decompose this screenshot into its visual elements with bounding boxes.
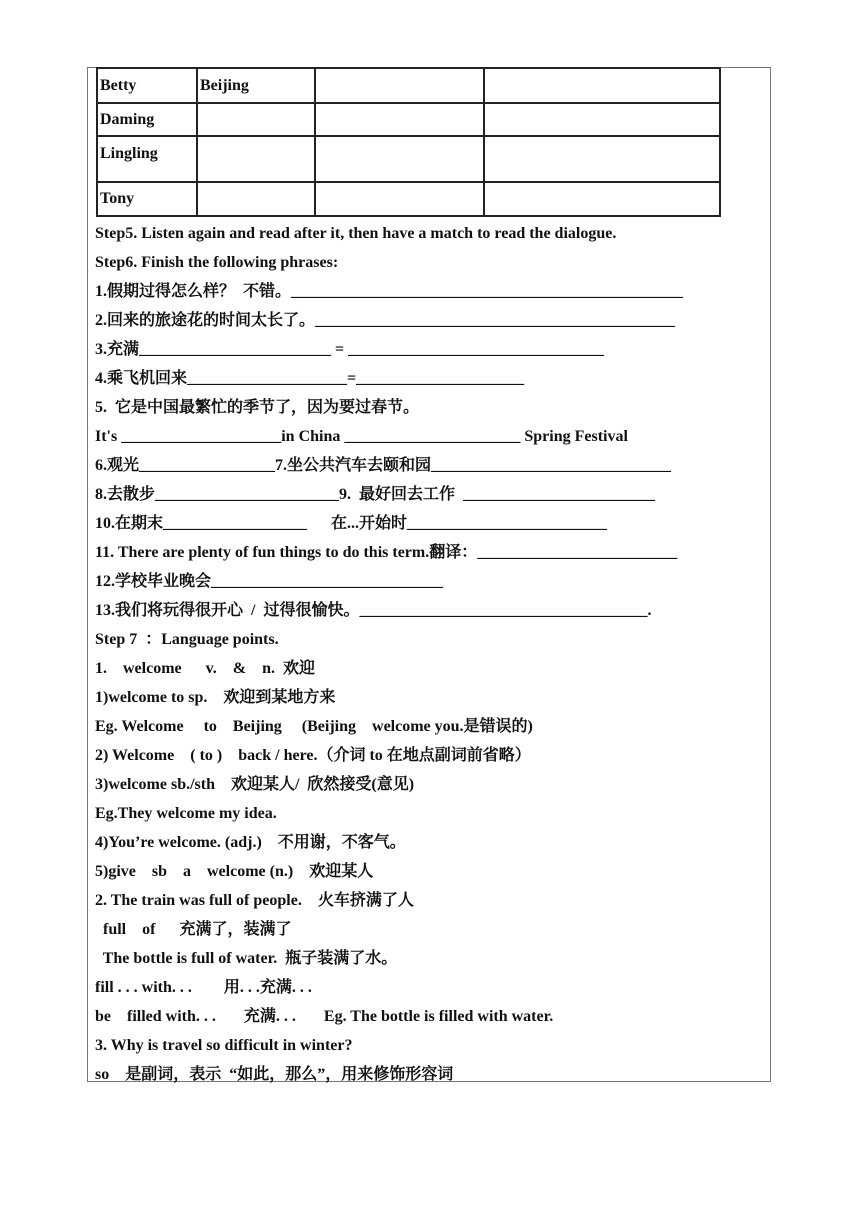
step6-heading: Step6. Finish the following phrases: — [95, 254, 339, 271]
table-row — [97, 182, 720, 216]
language-point: 2. The train was full of people. 火车挤满了人 — [95, 892, 414, 909]
phrase-item: 8.去散步_______________________9. 最好回去工作 ________________________ — [95, 486, 656, 503]
language-point: 5)give sb a welcome (n.) 欢迎某人 — [95, 863, 374, 880]
table-cell — [484, 68, 720, 103]
language-point: 4)You’re welcome. (adj.) 不用谢，不客气。 — [95, 834, 406, 851]
table-cell-name: Daming — [97, 103, 197, 136]
language-point: Eg.They welcome my idea. — [95, 805, 277, 822]
table-cell — [484, 103, 720, 136]
phrase-item: 13.我们将玩得很开心 / 过得很愉快。____________________________________. — [95, 602, 652, 619]
language-point: 3. Why is travel so difficult in winter? — [95, 1037, 353, 1054]
student-info-table — [96, 67, 721, 217]
table-cell — [484, 136, 720, 182]
table-cell — [197, 182, 315, 216]
table-cell — [484, 182, 720, 216]
language-point: full of 充满了，装满了 — [95, 921, 292, 938]
step7-heading: Step 7 ：Language points. — [95, 631, 279, 648]
phrase-item: 10.在期末__________________ 在...开始时_________________________ — [95, 515, 608, 532]
table-row — [97, 136, 720, 182]
phrase-item: 4.乘飞机回来____________________=_____________________ — [95, 370, 525, 387]
table-cell-name: Betty — [97, 68, 197, 103]
table-cell — [315, 182, 484, 216]
table-cell — [315, 103, 484, 136]
table-cell — [197, 103, 315, 136]
language-point: 1)welcome to sp. 欢迎到某地方来 — [95, 689, 336, 706]
step5-instruction: Step5. Listen again and read after it, then have a match to read the dialogue. — [95, 225, 617, 242]
language-point: Eg. Welcome to Beijing (Beijing welcome you.是错误的) — [95, 718, 533, 735]
phrase-item: 3.充满________________________ = ________________________________ — [95, 341, 605, 358]
phrase-item: 2.回来的旅途花的时间太长了。_____________________________________________ — [95, 312, 676, 329]
language-point: 3)welcome sb./sth 欢迎某人/ 欣然接受(意见) — [95, 776, 415, 793]
worksheet-content — [95, 219, 765, 1089]
table-cell-name: Tony — [97, 182, 197, 216]
phrase-item: 5. 它是中国最繁忙的季节了，因为要过春节。 — [95, 399, 420, 416]
phrase-item: It's ____________________in China ______________________ Spring Festival — [95, 428, 628, 445]
table-cell — [315, 136, 484, 182]
table-cell — [197, 136, 315, 182]
table-row — [97, 68, 720, 103]
table-cell-name: Lingling — [97, 136, 197, 182]
language-point: 1. welcome v. & n. 欢迎 — [95, 660, 315, 677]
table-cell — [315, 68, 484, 103]
language-point: be filled with. . . 充满. . . Eg. The bottle is filled with water. — [95, 1008, 554, 1025]
table-row — [97, 103, 720, 136]
table-cell: Beijing — [197, 68, 315, 103]
language-point: so 是副词，表示 “如此，那么”，用来修饰形容词 — [95, 1066, 454, 1083]
language-point: 2) Welcome ( to ) back / here.（介词 to 在地点副词前省略） — [95, 747, 531, 764]
language-point: The bottle is full of water. 瓶子装满了水。 — [95, 950, 398, 967]
phrase-item: 1.假期过得怎么样？ 不错。_________________________________________________ — [95, 283, 684, 300]
phrase-item: 12.学校毕业晚会_____________________________ — [95, 573, 444, 590]
phrase-item: 6.观光_________________7.坐公共汽车去颐和园______________________________ — [95, 457, 672, 474]
language-point: fill . . . with. . . 用. . .充满. . . — [95, 979, 312, 996]
phrase-item: 11. There are plenty of fun things to do this term.翻译：_________________________ — [95, 544, 678, 561]
